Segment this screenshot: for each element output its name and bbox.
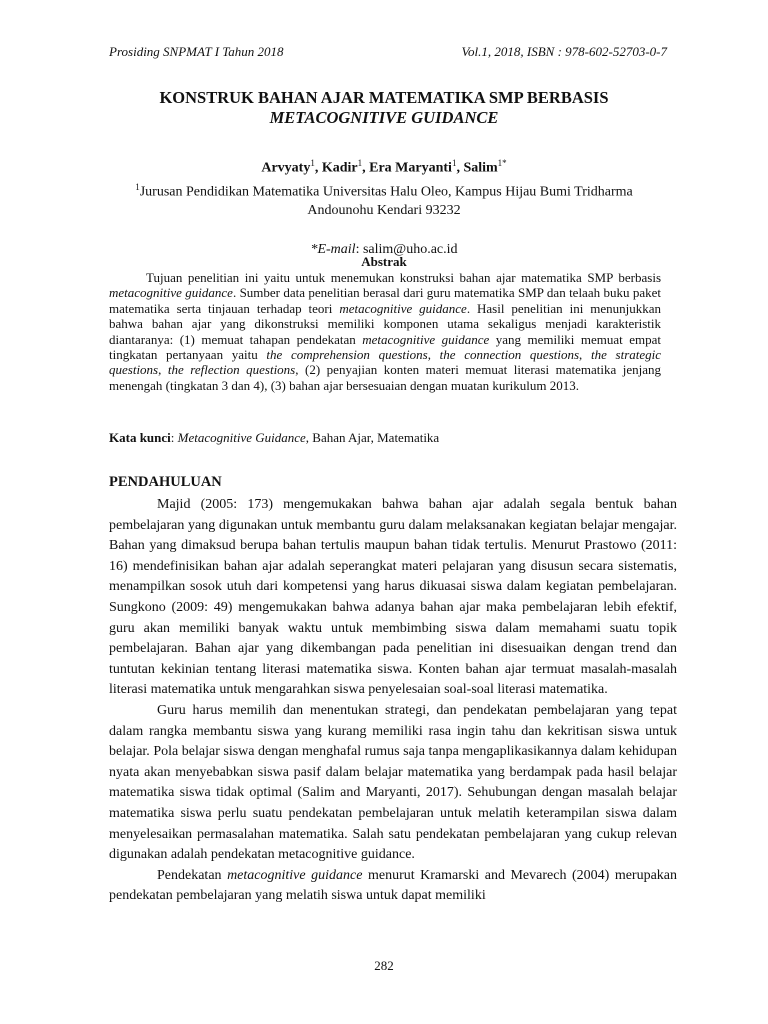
- keywords: Kata kunci: Metacognitive Guidance, Bahan Ajar, Matematika: [109, 430, 440, 445]
- body-paragraph-1: Majid (2005: 173) mengemukakan bahwa bahan ajar adalah segala bentuk bahan pembelajaran yang digunakan untuk membantu guru dalam melaksanakan kegiatan belajar mengajar. Bahan yang dimaksud berupa bahan tertulis maupun bahan tidak tertulis. Menurut Prastowo (2011: 16) mendefinisikan bahan ajar adalah seperangkat materi pelajaran yang disusun secara sistematis, menampilkan sosok utuh dari kompetensi yang harus dikuasai siswa dalam kegiatan pembelajaran. Sungkono (2009: 49) mengemukakan bahwa adanya bahan ajar maka pembelajaran lebih efektif, guru akan memiliki banyak waktu untuk membimbing siswa dalam memahami suatu topik pembelajaran. Bahan ajar yang dikembangan pada penelitian ini disesuaikan dengan trend dan tuntutan kekinian tentang literasi matematika siswa. Konten bahan ajar termuat masalah-masalah literasi matematika untuk mengarahkan siswa penyelesaian soal-soal literasi matematika.: [109, 497, 677, 698]
- author-affiliation-mark: 1: [451, 158, 457, 168]
- abstract-heading: Abstrak: [361, 254, 407, 269]
- affiliation: [60, 178, 708, 221]
- section-heading-introduction: PENDAHULUAN: [109, 474, 222, 490]
- author-name: Kadir: [321, 160, 358, 176]
- running-header: [109, 44, 667, 60]
- email-address: : salim@uho.ac.id: [355, 242, 458, 258]
- title-block: [60, 88, 708, 259]
- author-name: Salim: [463, 160, 498, 176]
- email-label: *E-mail: [310, 242, 356, 258]
- keyword-items: , Bahan Ajar, Matematika: [305, 430, 440, 445]
- author-affiliation-mark: 1*: [497, 158, 507, 168]
- affiliation-mark: 1: [135, 181, 140, 192]
- header-proceedings: Prosiding SNPMAT I Tahun 2018: [109, 44, 284, 59]
- author-name: Arvyaty: [261, 160, 311, 176]
- body-paragraph-3: Pendekatan metacognitive guidance menurut Kramarski and Mevarech (2004) merupakan pendekatan pembelajaran yang melatih siswa untuk dapat memiliki: [109, 867, 678, 904]
- page-number: 282: [374, 958, 394, 973]
- author-affiliation-mark: 1: [357, 158, 363, 168]
- author-name: Era Maryanti: [369, 160, 452, 176]
- header-isbn: Vol.1, 2018, ISBN : 978-602-52703-0-7: [461, 44, 667, 59]
- author-affiliation-mark: 1: [310, 158, 315, 168]
- affiliation-line-2: Andounohu Kendari 93232: [307, 203, 461, 219]
- abstract-paragraph: Tujuan penelitian ini yaitu untuk menemukan konstruksi bahan ajar matematika SMP berbasis metacognitive guidance. Sumber data penelitian berasal dari guru matematika SMP dan telaah buku paket matematika serta tinjauan terhadap teori metacognitive guidance. Hasil penelitian ini menunjukkan bahwa bahan ajar yang dikonstruksi memiliki komponen utama sekaligus menjadi karakteristik diantaranya: (1) memuat tahapan pendekatan metacognitive guidance yang memiliki memuat empat tingkatan pertanyaan yaitu the comprehension questions, the connection questions, the strategic questions, the reflection questions, (2) penyajian konten materi memuat literasi matematika jenjang menengah (tingkatan 3 dan 4), (3) bahan ajar bersesuaian dengan muatan kurikulum 2013.: [109, 270, 662, 393]
- introduction-body: [109, 495, 677, 907]
- paper-title-line-1: KONSTRUK BAHAN AJAR MATEMATIKA SMP BERBASIS: [159, 88, 609, 107]
- author-list: Arvyaty$^1$, Kadir$^1$, Era Maryanti$^1$, Salim$^{1*}$: [261, 158, 507, 176]
- paper-title-line-2: METACOGNITIVE GUIDANCE: [269, 108, 499, 127]
- keyword-item: Metacognitive Guidance: [177, 430, 306, 445]
- abstract-body: [109, 270, 661, 393]
- affiliation-line-1: $^1$Jurusan Pendidikan Matematika Universitas Halu Oleo, Kampus Hijau Bumi Tridharma: [135, 181, 633, 200]
- body-paragraph-2: Guru harus memilih dan menentukan strategi, dan pendekatan pembelajaran yang tepat dalam rangka membantu siswa yang kurang memiliki rasa ingin tahu dan kekritisan siswa untuk belajar. Pola belajar siswa dengan menghafal rumus saja tanpa mengaplikasikannya dalam kehidupan nyata akan menyebabkan siswa pasif dalam belajar matematika yang berdampak pada hasil belajar matematika siswa tidak optimal (Salim and Maryanti, 2017). Sehubungan dengan masalah belajar matematika siswa perlu suatu pendekatan pembelajaran untuk melatih keterampilan siswa dalam menyelesaikan permasalahan matematika. Salah satu pendekatan pembelajaran yang cukup relevan digunakan adalah pendekatan metacognitive guidance.: [109, 702, 677, 863]
- keywords-label: Kata kunci: [109, 430, 171, 445]
